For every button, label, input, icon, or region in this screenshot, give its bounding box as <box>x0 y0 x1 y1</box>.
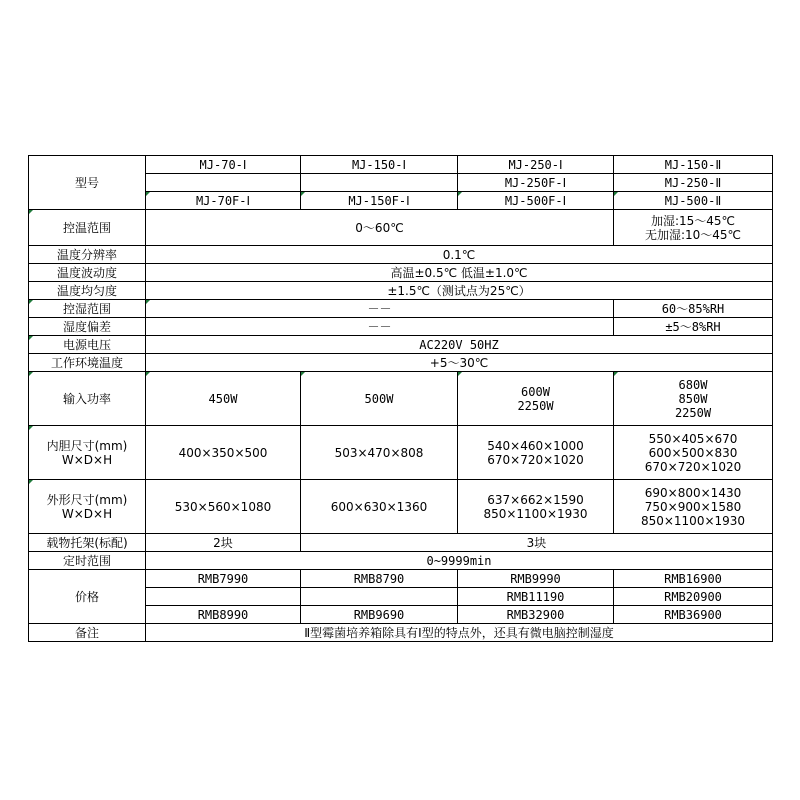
humidity-range-label: 控湿范围 <box>29 300 146 318</box>
price-cell: RMB8990 <box>146 606 301 624</box>
temp-range-label: 控温范围 <box>29 210 146 246</box>
price-cell: RMB16900 <box>614 570 773 588</box>
remark-row <box>29 624 773 642</box>
temp-resolution-row <box>29 246 773 264</box>
inner-size-line: 550×405×670 <box>648 431 738 446</box>
inner-size-label-line: W×D×H <box>61 452 113 467</box>
model-cell: MJ-250-Ⅱ <box>614 174 773 192</box>
outer-size-cell <box>614 480 773 534</box>
model-cell: MJ-70F-Ⅰ <box>146 192 301 210</box>
empty-cell <box>146 174 301 192</box>
remark-value: Ⅱ型霉菌培养箱除具有Ⅰ型的特点外，还具有微电脑控制湿度 <box>146 624 773 642</box>
temp-range-humidity <box>614 210 773 246</box>
price-cell: RMB9990 <box>458 570 614 588</box>
humidity-range-row <box>29 300 773 318</box>
spec-table <box>28 155 773 642</box>
model-row-1 <box>29 156 773 174</box>
temp-fluctuation-value: 高温±0.5℃ 低温±1.0℃ <box>146 264 773 282</box>
price-cell: RMB32900 <box>458 606 614 624</box>
temp-range-line: 加湿:15～45℃ <box>650 213 736 228</box>
shelves-value: 3块 <box>301 534 773 552</box>
outer-size-label-line: 外形尺寸(mm) <box>46 492 128 507</box>
temp-uniformity-row <box>29 282 773 300</box>
timer-value: 0~9999min <box>146 552 773 570</box>
empty-cell <box>301 588 458 606</box>
humidity-deviation-label: 湿度偏差 <box>29 318 146 336</box>
humidity-deviation-value-2: ±5～8%RH <box>614 318 773 336</box>
power-supply-value: AC220V 50HZ <box>146 336 773 354</box>
temp-range-value: 0～60℃ <box>146 210 614 246</box>
temp-fluctuation-row <box>29 264 773 282</box>
temp-range-line: 无加湿:10～45℃ <box>644 227 742 242</box>
outer-size-line: 850×1100×1930 <box>483 506 588 521</box>
input-power-row <box>29 372 773 426</box>
price-cell: RMB8790 <box>301 570 458 588</box>
shelves-value: 2块 <box>146 534 301 552</box>
model-cell: MJ-70-Ⅰ <box>146 156 301 174</box>
outer-size-label-line: W×D×H <box>61 506 113 521</box>
outer-size-line: 850×1100×1930 <box>640 513 746 528</box>
inner-size-label-line: 内胆尺寸(mm) <box>46 438 128 453</box>
temp-resolution-value: 0.1℃ <box>146 246 773 264</box>
price-cell: RMB11190 <box>458 588 614 606</box>
humidity-range-value: －－ <box>146 300 614 318</box>
outer-size-cell: 530×560×1080 <box>146 480 301 534</box>
input-power-line: 2250W <box>517 398 554 413</box>
input-power-line: 850W <box>678 391 708 406</box>
ambient-row <box>29 354 773 372</box>
temp-range-row <box>29 210 773 246</box>
price-cell: RMB36900 <box>614 606 773 624</box>
timer-label: 定时范围 <box>29 552 146 570</box>
humidity-range-value-2: 60～85%RH <box>614 300 773 318</box>
shelves-label: 载物托架(标配) <box>29 534 146 552</box>
shelves-row <box>29 534 773 552</box>
outer-size-cell: 600×630×1360 <box>301 480 458 534</box>
inner-size-line: 670×720×1020 <box>644 459 742 474</box>
outer-size-line: 750×900×1580 <box>644 499 742 514</box>
input-power-cell: 450W <box>146 372 301 426</box>
humidity-deviation-value: －－ <box>146 318 614 336</box>
inner-size-cell: 400×350×500 <box>146 426 301 480</box>
model-cell: MJ-250-Ⅰ <box>458 156 614 174</box>
temp-uniformity-value: ±1.5℃（测试点为25℃） <box>146 282 773 300</box>
inner-size-row <box>29 426 773 480</box>
input-power-line: 2250W <box>674 405 712 420</box>
inner-size-line: 540×460×1000 <box>487 438 584 453</box>
inner-size-cell <box>614 426 773 480</box>
remark-label: 备注 <box>29 624 146 642</box>
inner-size-cell <box>458 426 614 480</box>
ambient-value: +5～30℃ <box>146 354 773 372</box>
price-cell: RMB7990 <box>146 570 301 588</box>
model-cell: MJ-150-Ⅱ <box>614 156 773 174</box>
humidity-deviation-row <box>29 318 773 336</box>
empty-cell <box>301 174 458 192</box>
input-power-line: 600W <box>521 384 550 399</box>
input-power-cell <box>614 372 773 426</box>
outer-size-line: 637×662×1590 <box>487 492 584 507</box>
ambient-label: 工作环境温度 <box>29 354 146 372</box>
outer-size-label <box>29 480 146 534</box>
input-power-label: 输入功率 <box>29 372 146 426</box>
inner-size-cell: 503×470×808 <box>301 426 458 480</box>
inner-size-line: 670×720×1020 <box>487 452 584 467</box>
model-label: 型号 <box>29 156 146 210</box>
input-power-line: 680W <box>678 377 708 392</box>
temp-uniformity-label: 温度均匀度 <box>29 282 146 300</box>
price-cell: RMB9690 <box>301 606 458 624</box>
input-power-cell: 500W <box>301 372 458 426</box>
model-cell: MJ-500-Ⅱ <box>614 192 773 210</box>
temp-resolution-label: 温度分辨率 <box>29 246 146 264</box>
inner-size-label <box>29 426 146 480</box>
inner-size-line: 600×500×830 <box>648 445 738 460</box>
input-power-cell <box>458 372 614 426</box>
price-row-1 <box>29 570 773 588</box>
timer-row <box>29 552 773 570</box>
outer-size-cell <box>458 480 614 534</box>
empty-cell <box>146 588 301 606</box>
outer-size-row <box>29 480 773 534</box>
temp-fluctuation-label: 温度波动度 <box>29 264 146 282</box>
price-cell: RMB20900 <box>614 588 773 606</box>
outer-size-line: 690×800×1430 <box>644 485 742 500</box>
model-cell: MJ-150F-Ⅰ <box>301 192 458 210</box>
model-cell: MJ-500F-Ⅰ <box>458 192 614 210</box>
power-supply-label: 电源电压 <box>29 336 146 354</box>
price-label: 价格 <box>29 570 146 624</box>
model-cell: MJ-150-Ⅰ <box>301 156 458 174</box>
power-supply-row <box>29 336 773 354</box>
model-cell: MJ-250F-Ⅰ <box>458 174 614 192</box>
